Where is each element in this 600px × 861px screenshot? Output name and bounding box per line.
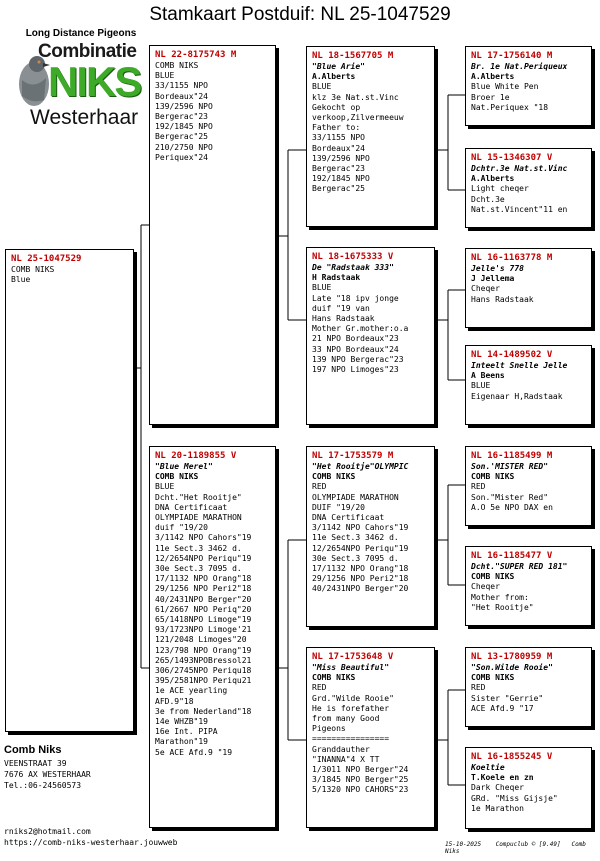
card-line: 17/1132 NPO Orang"18 — [155, 574, 252, 584]
card-line: Son."Mister Red" — [471, 492, 549, 502]
card-line: Blue White Pen — [471, 82, 539, 92]
card-line: from many Good — [312, 714, 380, 724]
card-line: 12/2654NPO Periqu"19 — [312, 543, 409, 553]
card-line: Bordeaux"24 — [312, 143, 365, 153]
pigeon-name: Koeltie — [471, 763, 505, 772]
card-line: 5/1320 NPO CAHORS"23 — [312, 785, 409, 795]
card-line: 40/2431NPO Berger"20 — [312, 584, 409, 594]
card-line: 5e ACE Afd.9 "19 — [155, 747, 233, 757]
card-line: 11e Sect.3 3462 d. — [312, 533, 399, 543]
card-line: Bergerac"23 — [312, 164, 365, 174]
card-line: verkoop,Zilvermeeuw — [312, 113, 404, 123]
card-line: Dcht.3e — [471, 194, 505, 204]
logo-niks: NIKS — [48, 58, 141, 105]
logo-combinatie: Combinatie — [38, 41, 137, 62]
card-line: RED — [471, 683, 486, 693]
card-line: 139 NPO Bergerac"23 — [312, 354, 404, 364]
card-line: RED — [471, 482, 486, 492]
card-line: 30e Sect.3 7095 d. — [155, 564, 242, 574]
card-line: Bordeaux"24 — [155, 91, 208, 101]
card-line: 16e Int. PIPA — [155, 727, 218, 737]
ring-number: NL 16-1855245 V — [471, 752, 553, 762]
pedigree-card-mf — [306, 446, 435, 627]
ring-number: NL 20-1189855 V — [155, 451, 237, 461]
card-line: BLUE — [155, 482, 175, 492]
pigeon-name: Br. 1e Nat.Periqueux — [471, 62, 568, 71]
pigeon-owner: COMB NIKS — [312, 673, 356, 683]
card-line: 29/1256 NPO Peri2"18 — [155, 584, 252, 594]
card-line: Bergerac"23 — [155, 112, 208, 122]
card-line: "Het Rooitje" — [471, 602, 534, 612]
ring-number: NL 16-1185499 M — [471, 451, 553, 461]
card-line: 192/1845 NPO — [155, 122, 213, 132]
card-line: 1e ACE yearling — [155, 686, 228, 696]
card-line: 65/1418NPO Limoge"19 — [155, 615, 252, 625]
pedigree-card-mother — [149, 446, 276, 828]
card-line: 123/798 NPO Orang"19 — [155, 645, 252, 655]
card-line: Light cheqer — [471, 184, 529, 194]
card-line: DNA Certificaat — [312, 513, 385, 523]
card-line: "INANNA"4 X TT — [312, 754, 380, 764]
pigeon-name: "Het Rooitje"OLYMPIC — [312, 462, 409, 471]
card-line: 93/1723NPO Limoge'21 — [155, 625, 252, 635]
pigeon-name: Dcht."SUPER RED 181" — [471, 562, 568, 571]
card-line: 1e Marathon — [471, 803, 524, 813]
card-line: 14e WHZB"19 — [155, 717, 208, 727]
pigeon-name: Dchtr.3e Nat.st.Vinc — [471, 164, 568, 173]
card-line: duif "19/20 — [155, 523, 208, 533]
card-line: 121/2048 Limoges"20 — [155, 635, 247, 645]
card-line: 197 NPO Limoges"23 — [312, 365, 399, 375]
pedigree-card-fmf — [465, 248, 592, 328]
website-link[interactable]: https://comb-niks-westerhaar.jouwweb — [4, 838, 178, 847]
card-line: duif "19 van — [312, 303, 370, 313]
pedigree-card-fmm — [465, 345, 592, 425]
card-line: Late "18 ipv jonge — [312, 293, 399, 303]
card-line: 33 NPO Bordeaux"24 — [312, 344, 399, 354]
card-line: 61/2667 NPO Periq"20 — [155, 604, 252, 614]
card-line: Broer 1e — [471, 92, 510, 102]
pedigree-card-father — [149, 45, 276, 425]
card-line: 17/1132 NPO Orang"18 — [312, 564, 409, 574]
card-line: Periquex"24 — [155, 152, 208, 162]
card-line: COMB NIKS — [155, 61, 199, 70]
card-line: Sister "Gerrie" — [471, 693, 544, 703]
card-line: 1/3011 NPO Berger"24 — [312, 765, 409, 775]
pedigree-card-mff — [465, 446, 592, 526]
pigeon-owner: H Radstaak — [312, 273, 361, 283]
page-title: Stamkaart Postduif: NL 25-1047529 — [149, 4, 451, 25]
card-line: Eigenaar H,Radstaak — [471, 391, 563, 401]
card-line: Dark Cheqer — [471, 783, 524, 793]
pigeon-owner: COMB NIKS — [471, 472, 515, 482]
pigeon-owner: A.Alberts — [471, 72, 515, 82]
ring-number: NL 14-1489502 V — [471, 350, 553, 360]
card-line: Cheqer — [471, 284, 500, 294]
card-line: 139/2596 NPO — [312, 153, 370, 163]
pigeon-owner: A.Alberts — [471, 174, 515, 184]
card-line: Bergerac"25 — [155, 132, 208, 142]
card-line: 3e from Nederland"18 — [155, 706, 252, 716]
ring-number: NL 25-1047529 — [11, 254, 82, 264]
card-line: Nat.st.Vincent"11 en — [471, 204, 568, 214]
card-line: DUIF "19/20 — [312, 502, 365, 512]
pigeon-owner: J Jellema — [471, 274, 515, 284]
card-line: 30e Sect.3 7095 d. — [312, 553, 399, 563]
card-line: GRd. "Miss Gijsje" — [471, 793, 558, 803]
card-line: DNA Certificaat — [155, 502, 228, 512]
pigeon-owner: COMB NIKS — [155, 472, 199, 482]
card-line: 3/1142 NPO Cahors"19 — [312, 523, 409, 533]
print-date: 15-10-2025 — [445, 841, 482, 848]
card-line: 3/1845 NPO Berger"25 — [312, 775, 409, 785]
pedigree-card-ff — [306, 46, 435, 227]
card-line: OLYMPIADE MARATHON — [155, 513, 242, 523]
card-line: 12/2654NPO Periqu"19 — [155, 553, 252, 563]
card-line: 33/1155 NPO — [312, 133, 365, 143]
card-line: Marathon"19 — [155, 737, 208, 747]
card-line: Bergerac"25 — [312, 184, 365, 194]
card-line: 3/1142 NPO Cahors"19 — [155, 533, 252, 543]
card-line: A.O 5e NPO DAX en — [471, 502, 553, 512]
pedigree-card-mm — [306, 647, 435, 828]
ring-number: NL 17-1753648 V — [312, 652, 394, 662]
card-line: 29/1256 NPO Peri2"18 — [312, 574, 409, 584]
card-line: Hans Radstaak — [312, 314, 375, 324]
card-line: Granddauther — [312, 744, 370, 754]
card-line: RED — [312, 482, 327, 492]
ring-number: NL 17-1756140 M — [471, 51, 553, 61]
pigeon-name: "Blue Merel" — [155, 462, 213, 471]
card-line: 21 NPO Bordeaux"23 — [312, 334, 399, 344]
card-line: 395/2581NPO Periqu21 — [155, 676, 252, 686]
logo-tagline: Long Distance Pigeons — [25, 28, 137, 39]
pedigree-card-mfm — [465, 546, 592, 626]
card-line: 265/1493NPOBressol21 — [155, 655, 252, 665]
card-line: ================ — [312, 734, 390, 744]
owner-name: Comb Niks — [4, 744, 62, 756]
pigeon-owner: A Beens — [471, 371, 505, 381]
card-line: klz 3e Nat.st.Vinc — [312, 92, 399, 102]
card-line: Father to: — [312, 123, 361, 133]
pigeon-name: De "Radstaak 333" — [312, 263, 394, 272]
card-line: Gekocht op — [312, 102, 361, 112]
pedigree-card-root — [5, 249, 134, 732]
ring-number: NL 18-1675333 V — [312, 252, 394, 262]
card-line: COMB NIKS — [11, 265, 55, 274]
owner-phone: Tel.:06-24560573 — [4, 781, 82, 790]
ring-number: NL 22-8175743 M — [155, 50, 237, 60]
print-owner: Comb Niks — [445, 841, 586, 855]
card-line: ACE Afd.9 "17 — [471, 703, 534, 713]
print-software: Compuclub © [9.49] — [495, 841, 561, 848]
ring-number: NL 16-1185477 V — [471, 551, 553, 561]
card-line: Pigeons — [312, 724, 346, 734]
pigeon-name: Jelle's 778 — [471, 264, 524, 273]
card-line: BLUE — [312, 82, 332, 92]
card-line: 33/1155 NPO — [155, 81, 208, 91]
pedigree-card-fm — [306, 247, 435, 425]
card-line: 306/2745NPO Periqu18 — [155, 666, 252, 676]
card-line: 139/2596 NPO — [155, 101, 213, 111]
email-link[interactable]: rniks2@hotmail.com — [4, 827, 91, 836]
pigeon-name: "Son.Wilde Rooie" — [471, 663, 553, 672]
card-line: Blue — [11, 275, 31, 285]
pigeon-name: Inteelt Snelle Jelle — [471, 361, 568, 370]
card-line: Nat.Periquex "18 — [471, 102, 549, 112]
card-line: Mother Gr.mother:o.a — [312, 324, 409, 334]
pigeon-name: Son.'MISTER RED" — [471, 462, 549, 471]
ring-number: NL 15-1346307 V — [471, 153, 553, 163]
card-line: AFD.9"18 — [155, 696, 194, 706]
ring-number: NL 17-1753579 M — [312, 451, 394, 461]
card-line: Mother from: — [471, 592, 529, 602]
pedigree-card-ffm — [465, 148, 592, 228]
ring-number: NL 13-1780959 M — [471, 652, 553, 662]
pigeon-owner: COMB NIKS — [312, 472, 356, 482]
card-line: Dcht."Het Rooitje" — [155, 492, 242, 502]
pigeon-owner: A.Alberts — [312, 72, 356, 82]
card-line: 40/2431NPO Berger"20 — [155, 594, 252, 604]
pigeon-owner: COMB NIKS — [471, 572, 515, 582]
card-line: 11e Sect.3 3462 d. — [155, 543, 242, 553]
pigeon-owner: T.Koele en zn — [471, 773, 534, 783]
pedigree-card-mmm — [465, 747, 592, 829]
card-line: He is forefather — [312, 703, 390, 713]
card-line: 192/1845 NPO — [312, 174, 370, 184]
pigeon-name: "Blue Arie" — [312, 62, 365, 71]
ring-number: NL 16-1163778 M — [471, 253, 553, 263]
card-line: 210/2750 NPO — [155, 142, 213, 152]
card-line: Cheqer — [471, 582, 500, 592]
card-line: BLUE — [471, 381, 491, 391]
pedigree-card-mmf — [465, 647, 592, 727]
print-info — [445, 841, 600, 855]
card-line: Grd."Wilde Rooie" — [312, 693, 394, 703]
pedigree-card-fff — [465, 46, 592, 126]
card-line: BLUE — [312, 283, 332, 293]
logo-place: Westerhaar — [30, 106, 139, 129]
pigeon-name: "Miss Beautiful" — [312, 663, 390, 672]
contact-footer — [4, 826, 177, 848]
card-line: RED — [312, 683, 327, 693]
card-line: BLUE — [155, 71, 175, 81]
ring-number: NL 18-1567705 M — [312, 51, 394, 61]
card-line: Hans Radstaak — [471, 294, 534, 304]
owner-address-city: 7676 AX WESTERHAAR — [4, 770, 91, 779]
owner-address-street: VEENSTRAAT 39 — [4, 759, 67, 768]
card-line: OLYMPIADE MARATHON — [312, 492, 399, 502]
owner-block — [4, 742, 91, 791]
pigeon-owner: COMB NIKS — [471, 673, 515, 683]
